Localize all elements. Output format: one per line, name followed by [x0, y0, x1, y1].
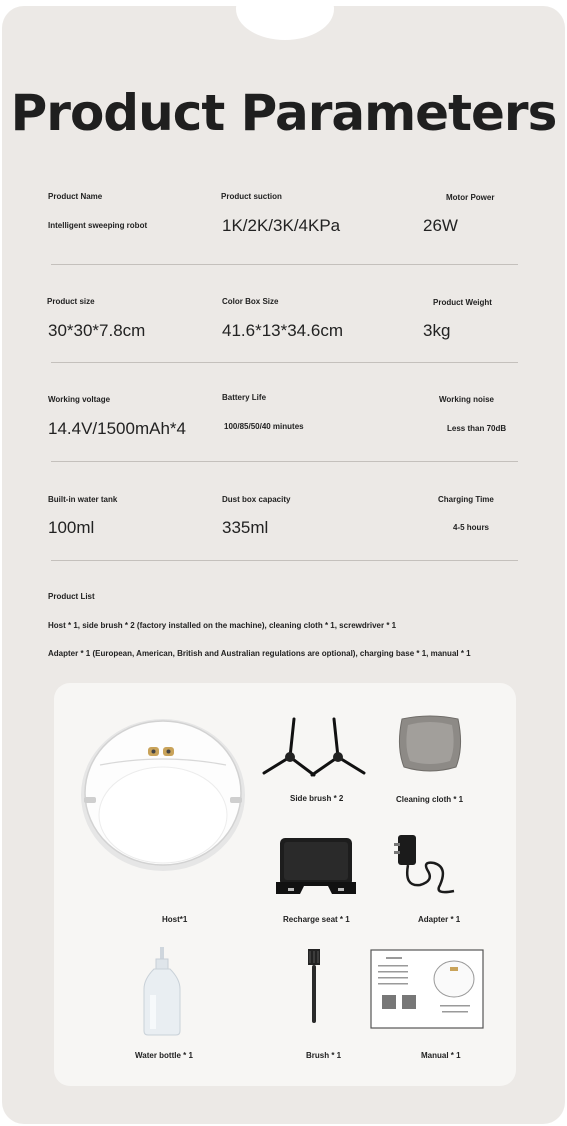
item-label-water-bottle: Water bottle * 1	[135, 1051, 193, 1060]
top-notch	[236, 6, 334, 40]
manual-image	[370, 949, 484, 1029]
item-label-host: Host*1	[162, 915, 188, 924]
param-label-water-tank: Built-in water tank	[48, 495, 118, 504]
param-label-voltage: Working voltage	[48, 395, 111, 404]
param-label-suction: Product suction	[221, 192, 282, 201]
item-label-recharge-seat: Recharge seat * 1	[283, 915, 350, 924]
param-value-voltage: 14.4V/1500mAh*4	[48, 419, 186, 438]
robot-host-image	[78, 713, 248, 873]
item-label-adapter: Adapter * 1	[418, 915, 461, 924]
param-label-product-size: Product size	[47, 297, 95, 306]
cleaning-cloth-image	[394, 713, 466, 775]
product-list-heading: Product List	[48, 592, 95, 601]
param-label-product-name: Product Name	[48, 192, 103, 201]
param-label-dust-box: Dust box capacity	[222, 495, 291, 504]
product-card	[2, 6, 565, 1124]
param-value-battery-life: 100/85/50/40 minutes	[224, 422, 304, 431]
param-value-dust-box: 335ml	[222, 518, 269, 537]
param-value-water-tank: 100ml	[48, 518, 95, 537]
water-bottle-image	[142, 945, 182, 1037]
param-value-box-size: 41.6*13*34.6cm	[222, 321, 343, 340]
param-value-weight: 3kg	[423, 321, 451, 340]
recharge-seat-image	[276, 836, 356, 900]
param-label-box-size: Color Box Size	[222, 297, 279, 306]
divider	[51, 362, 518, 363]
param-value-product-size: 30*30*7.8cm	[48, 321, 146, 340]
param-value-product-name: Intelligent sweeping robot	[48, 221, 148, 230]
item-label-side-brush: Side brush * 2	[290, 794, 344, 803]
param-value-charging-time: 4-5 hours	[453, 523, 490, 532]
adapter-image	[394, 831, 458, 897]
param-label-battery-life: Battery Life	[222, 393, 267, 402]
divider	[51, 264, 518, 265]
divider	[51, 560, 518, 561]
product-list-line: Adapter * 1 (European, American, British and Australian regulations are optional), charging base * 1, manual * 1	[48, 649, 471, 658]
divider	[51, 461, 518, 462]
package-contents-panel	[54, 683, 516, 1086]
param-label-weight: Product Weight	[433, 298, 492, 307]
param-label-motor-power: Motor Power	[446, 193, 495, 202]
param-value-motor-power: 26W	[423, 216, 458, 235]
param-label-charging-time: Charging Time	[438, 495, 494, 504]
param-value-noise: Less than 70dB	[447, 424, 507, 433]
item-label-cleaning-cloth: Cleaning cloth * 1	[396, 795, 464, 804]
item-label-manual: Manual * 1	[421, 1051, 461, 1060]
page-title: Product Parameters	[10, 84, 557, 142]
item-label-brush: Brush * 1	[306, 1051, 342, 1060]
brush-image	[304, 947, 324, 1027]
param-value-suction: 1K/2K/3K/4KPa	[222, 216, 341, 235]
side-brush-image	[260, 713, 372, 785]
product-list-line: Host * 1, side brush * 2 (factory installed on the machine), cleaning cloth * 1, screwdriver * 1	[48, 621, 397, 630]
param-label-noise: Working noise	[439, 395, 494, 404]
